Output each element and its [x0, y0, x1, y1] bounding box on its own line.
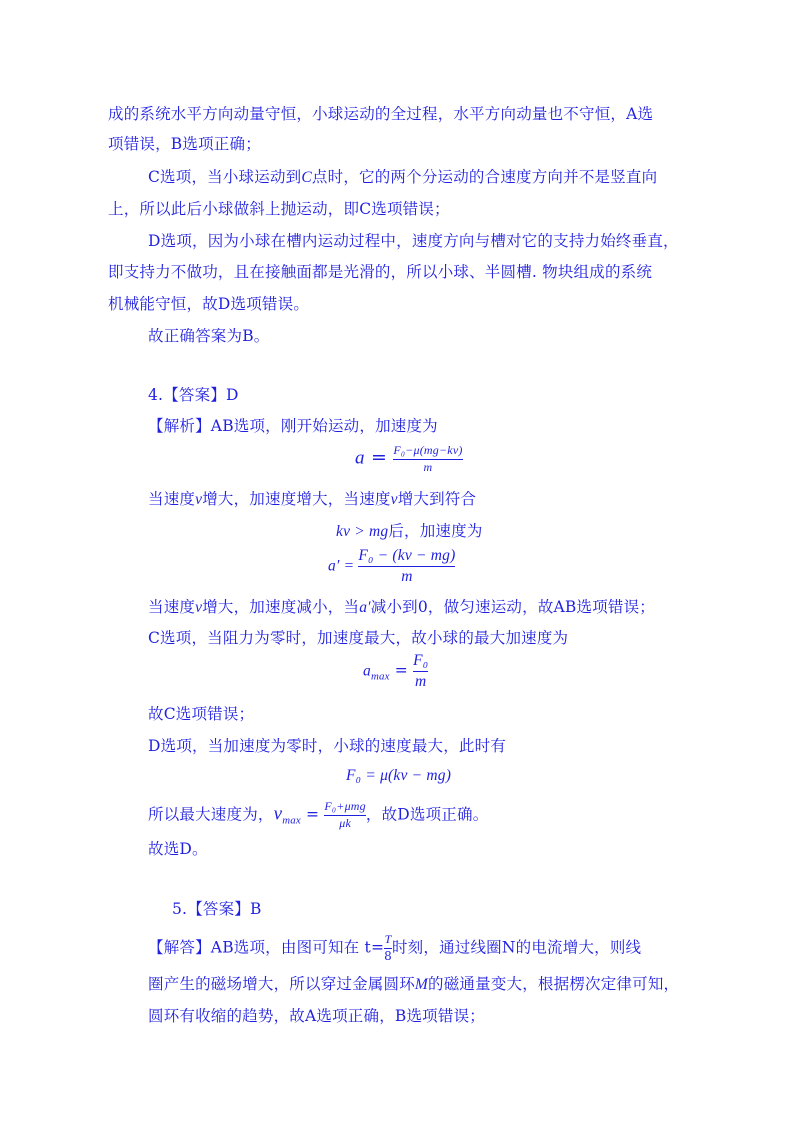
- math-op: =: [389, 661, 414, 680]
- fraction: [384, 933, 392, 964]
- denominator: m: [401, 567, 413, 585]
- math-sub: max: [282, 814, 301, 827]
- fraction: [413, 652, 428, 691]
- text-span: 增大，加速度减小，当: [202, 598, 360, 616]
- text-span: 后，加速度为: [388, 522, 483, 540]
- text-span: 增大到符合: [397, 490, 477, 508]
- text-line: 故C选项错误；: [148, 705, 255, 723]
- text-line: [336, 520, 483, 543]
- text-span: ，故D选项正确。: [365, 805, 489, 824]
- denominator: m: [415, 672, 427, 690]
- math-var: a: [355, 447, 365, 469]
- numerator: F₀+μmg: [324, 799, 366, 813]
- numerator: T: [384, 932, 392, 946]
- fraction: [393, 444, 462, 475]
- text-span: 当速度: [148, 598, 196, 616]
- fraction: [358, 547, 455, 586]
- text-line: C选项，当阻力为零时，加速度最大，故小球的最大加速度为: [148, 629, 569, 647]
- math-var: a′: [359, 599, 371, 616]
- numerator: F₀−μ(mg−kv): [393, 443, 463, 457]
- text-line: D选项，因为小球在槽内运动过程中，速度方向与槽对它的支持力始终垂直，: [148, 232, 679, 250]
- text-line: [148, 596, 655, 619]
- text-line: [148, 166, 657, 189]
- text-line: [148, 973, 679, 996]
- text-span: 的磁通量变大，根据楞次定律可知，: [428, 975, 680, 993]
- text-span: 增大，加速度增大，当速度: [202, 490, 391, 508]
- equation: [328, 547, 455, 586]
- text-span: 时刻，通过线圈N的电流增大，则线: [391, 938, 642, 957]
- math-var: v: [273, 803, 283, 825]
- math-var: M: [414, 976, 429, 993]
- text-line: D选项，当加速度为零时，小球的速度最大，此时有: [148, 737, 507, 755]
- text-line: [148, 933, 641, 964]
- text-line: 【解析】AB选项，刚开始运动，加速度为: [148, 417, 438, 435]
- question-header: 4.【答案】D: [148, 386, 239, 404]
- math-expr: kv > mg: [336, 523, 389, 540]
- text-line: 即支持力不做功，且在接触面都是光滑的，所以小球、半圆槽. 物块组成的系统: [108, 263, 653, 281]
- text-span: 点时，它的两个分运动的合速度方向并不是竖直向: [311, 168, 658, 186]
- text-line: 项错误，B选项正确；: [108, 135, 261, 153]
- text-line: 圆环有收缩的趋势，故A选项正确，B选项错误；: [148, 1007, 485, 1025]
- math-var: v: [390, 491, 398, 508]
- math-sub: max: [370, 670, 390, 683]
- text-span: C选项，当小球运动到: [148, 168, 302, 186]
- text-span: 【解答】AB选项，由图可知在 t=: [148, 938, 385, 957]
- numerator: F₀: [413, 652, 429, 669]
- math-op: =: [300, 805, 325, 824]
- math-var: v: [195, 599, 203, 616]
- denominator: m: [423, 459, 433, 474]
- math-var: C: [301, 169, 312, 186]
- text-line: 上，所以此后小球做斜上抛运动，即C选项错误；: [108, 200, 450, 218]
- text-line: 成的系统水平方向动量守恒，小球运动的全过程，水平方向动量也不守恒，A选: [108, 105, 654, 123]
- text-span: 所以最大速度为，: [148, 805, 274, 824]
- text-line: 故选D。: [148, 840, 208, 858]
- text-line: [148, 800, 488, 831]
- math-var: a: [363, 662, 371, 680]
- math-op: =: [364, 446, 394, 469]
- equation: [363, 652, 428, 691]
- fraction: [324, 800, 366, 831]
- denominator: μk: [339, 815, 351, 830]
- math-var: v: [195, 491, 203, 508]
- text-span: 当速度: [148, 490, 196, 508]
- math-expr: a′ =: [328, 557, 359, 575]
- numerator: F₀ − (kv − mg): [358, 547, 456, 564]
- text-line: 故正确答案为B。: [148, 327, 270, 345]
- text-span: 圈产生的磁场增大，所以穿过金属圆环: [148, 975, 415, 993]
- equation: [355, 444, 463, 475]
- question-header: 5.【答案】B: [172, 900, 262, 918]
- text-span: 减小到0，做匀速运动，故AB选项错误；: [370, 598, 656, 616]
- denominator: 8: [384, 948, 392, 963]
- text-line: 机械能守恒，故D选项错误。: [108, 295, 310, 313]
- equation: F₀ = μ(kv − mg): [346, 767, 452, 784]
- text-line: [148, 488, 476, 511]
